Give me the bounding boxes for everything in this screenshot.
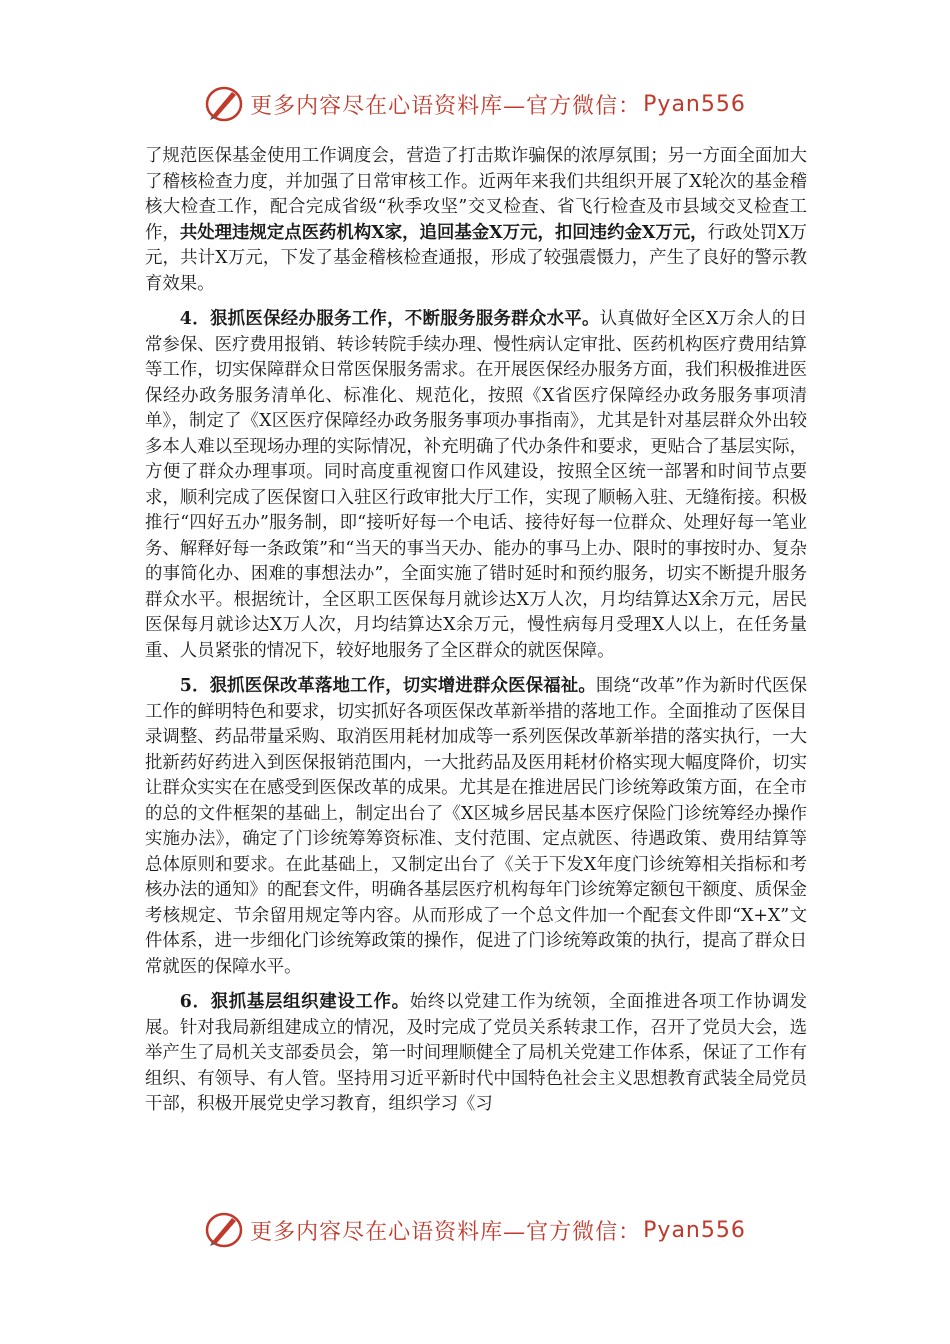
section-heading-6: 6．狠抓基层组织建设工作。 xyxy=(179,992,410,1012)
banner-text: 更多内容尽在心语资料库—官方微信： xyxy=(250,93,642,119)
paragraph-5: 5．狠抓医保改革落地工作，切实增进群众医保福祉。围绕“改革”作为新时代医保工作的鲜明特色和要求，切实抓好各项医保改革新举措的落地工作。全面推动了医保目录调整、药品带量采购、取消医用耗材加成等一系列医保改革新举措的落实执行，一大批新药好药进入到医保报销范围内，一大批药品及医用耗材价格实现大幅度降价，切实让群众实实在在感受到医保改革的成果。尤其是在推进居民门诊统筹政策方面，在全市的总的文件框架的基础上，制定出台了《X区城乡居民基本医疗保险门诊统筹经办操作实施办法》，确定了门诊统筹筹资标准、支付范围、定点就医、待遇政策、费用结算等总体原则和要求。在此基础上，又制定出台了《关于下发X年度门诊统筹相关指标和考核办法的通知》的配套文件，明确各基层医疗机构每年门诊统筹定额包干额度、质保金考核规定、节余留用规定等内容。从而形成了一个总文件加一个配套文件即“X+X”文件体系，进一步细化门诊统筹政策的操作，促进了门诊统筹政策的执行，提高了群众日常就医的保障水平。 xyxy=(145,676,807,977)
paragraph-continued: 了规范医保基金使用工作调度会，营造了打击欺诈骗保的浓厚氛围；另一方面全面加大了稽核检查力度，并加强了日常审核工作。近两年来我们共组织开展了X轮次的基金稽核大检查工作，配合完成省级“秋季攻坚”交叉检查、省飞行检查及市县域交叉检查工作，共处理违规定点医药机构X家，追回基金X万元，扣回违约金X万元，行政处罚X万元，共计X万元，下发了基金稽核检查通报，形成了较强震慑力，产生了良好的警示教育效果。 xyxy=(145,146,807,294)
pen-icon xyxy=(204,1210,244,1250)
wechat-id: Pyan556 xyxy=(643,91,746,117)
paragraph-6: 6．狠抓基层组织建设工作。始终以党建工作为统领，全面推进各项工作协调发展。针对我局新组建成立的情况，及时完成了党员关系转隶工作，召开了党员大会，选举产生了局机关支部委员会，第一时间理顺健全了局机关党建工作体系，保证了工作有组织、有领导、有人管。坚持用习近平新时代中国特色社会主义思想教育武装全局党员干部，积极开展党史学习教育，组织学习《习 xyxy=(145,992,807,1114)
section-heading-4: 4．狠抓医保经办服务工作，不断服务服务群众水平。 xyxy=(179,309,600,329)
paragraph-4: 4．狠抓医保经办服务工作，不断服务服务群众水平。认真做好全区X万余人的日常参保、医疗费用报销、转诊转院手续办理、慢性病认定审批、医药机构医疗费用结算等工作，切实保障群众日常医保服务需求。在开展医保经办服务方面，我们积极推进医保经办政务服务清单化、标准化、规范化，按照《X省医疗保障经办政务服务事项清单》，制定了《X区医疗保障经办政务服务事项办事指南》，尤其是针对基层群众外出较多本人难以至现场办理的实际情况，补充明确了代办条件和要求，更贴合了基层实际，方便了群众办理事项。同时高度重视窗口作风建设，按照全区统一部署和时间节点要求，顺利完成了医保窗口入驻区行政审批大厅工作，实现了顺畅入驻、无缝衔接。积极推行“四好五办”服务制，即“接听好每一个电话、接待好每一位群众、处理好每一笔业务、解释好每一条政策”和“当天的事当天办、能办的事马上办、限时的事按时办、复杂的事简化办、困难的事想法办”，全面实施了错时延时和预约服务，切实不断提升服务群众水平。根据统计，全区职工医保每月就诊达X万人次，月均结算达X余万元，居民医保每月就诊达X万人次，月均结算达X余万元，慢性病每月受理X人以上，在任务量重、人员紧张的情况下，较好地服务了全区群众的就医保障。 xyxy=(145,309,807,661)
footer-banner xyxy=(0,1208,950,1252)
document-body xyxy=(145,144,807,1128)
section-heading-5: 5．狠抓医保改革落地工作，切实增进群众医保福祉。 xyxy=(179,676,596,696)
pen-icon xyxy=(204,84,244,124)
banner-text: 更多内容尽在心语资料库—官方微信： xyxy=(250,1219,642,1245)
header-banner xyxy=(0,82,950,126)
wechat-id: Pyan556 xyxy=(643,1217,746,1243)
